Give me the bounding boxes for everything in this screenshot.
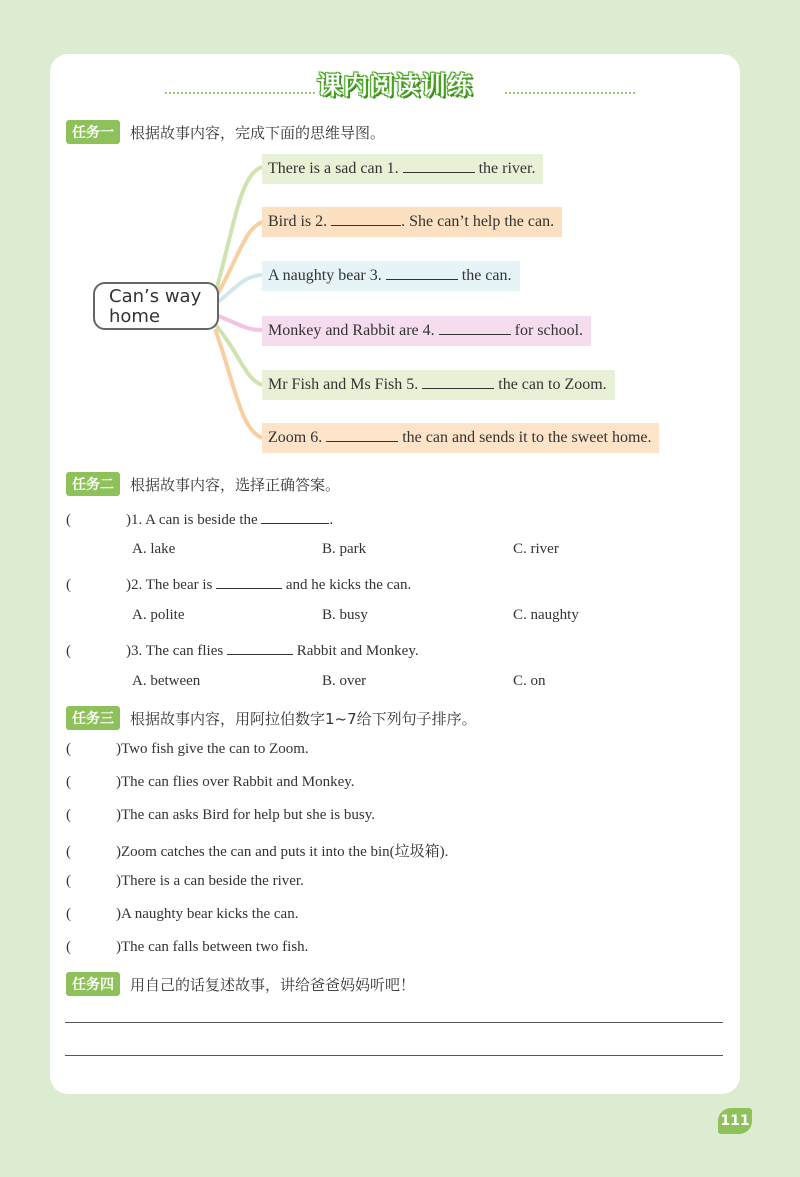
branch-1-blank[interactable] — [403, 158, 475, 173]
mind-map-branch-6 — [262, 423, 659, 453]
question-1-option-b[interactable]: B. park — [322, 541, 367, 557]
sort-item-4-paren[interactable]: ( — [66, 844, 71, 860]
question-3-option-b[interactable]: B. over — [322, 673, 367, 689]
branch-3-before: A naughty bear 3. — [268, 267, 382, 284]
sort-item-2 — [66, 774, 355, 791]
question-2-paren[interactable]: ( — [66, 577, 71, 593]
task3-instruction: 根据故事内容，用阿拉伯数字1~7给下列句子排序。 — [130, 709, 477, 728]
branch-4-after: for school. — [514, 322, 584, 339]
branch-6-blank[interactable] — [326, 427, 398, 442]
branch-3-blank[interactable] — [386, 265, 458, 280]
mind-map-center — [93, 282, 219, 330]
question-1-blank[interactable] — [261, 509, 329, 524]
mind-map-branch-5 — [262, 370, 615, 400]
mind-map-branch-1 — [262, 154, 543, 184]
sort-item-1 — [66, 741, 309, 758]
question-1-paren[interactable]: ( — [66, 512, 71, 528]
sort-item-1-paren[interactable]: ( — [66, 741, 71, 757]
task3-tag: 任务三 — [66, 706, 120, 730]
branch-2-before: Bird is 2. — [268, 213, 328, 230]
mind-map-branch-4 — [262, 316, 591, 346]
question-1-option-a[interactable]: A. lake — [132, 541, 176, 557]
question-3-option-c[interactable]: C. on — [513, 673, 546, 689]
sort-item-6-text: )A naughty bear kicks the can. — [116, 906, 299, 922]
branch-5-after: the can to Zoom. — [498, 376, 607, 393]
sort-item-3 — [66, 807, 375, 824]
section-title: 课内阅读训练 — [316, 71, 473, 100]
question-1-stem: )1. A can is beside the — [126, 512, 258, 528]
sort-item-3-paren[interactable]: ( — [66, 807, 71, 823]
branch-6-before: Zoom 6. — [268, 429, 323, 446]
sort-item-7-paren[interactable]: ( — [66, 939, 71, 955]
question-2-option-b[interactable]: B. busy — [322, 607, 368, 623]
sort-item-2-paren[interactable]: ( — [66, 774, 71, 790]
sort-item-6 — [66, 906, 298, 923]
task2-tag: 任务二 — [66, 472, 120, 496]
sort-item-6-paren[interactable]: ( — [66, 906, 71, 922]
task4-tag: 任务四 — [66, 972, 120, 996]
branch-4-before: Monkey and Rabbit are 4. — [268, 322, 435, 339]
writing-line-1[interactable] — [65, 1022, 723, 1023]
branch-4-blank[interactable] — [439, 320, 511, 335]
mind-map-center-line2: home — [109, 306, 161, 327]
question-2-option-a[interactable]: A. polite — [132, 607, 185, 623]
question-1 — [66, 509, 333, 529]
branch-2-after: . She can’t help the can. — [401, 213, 555, 230]
task4-instruction: 用自己的话复述故事，讲给爸爸妈妈听吧！ — [130, 975, 416, 994]
question-1-option-c[interactable]: C. river — [513, 541, 559, 557]
sort-item-3-text: )The can asks Bird for help but she is busy. — [116, 807, 375, 823]
page-number: 111 — [718, 1108, 752, 1134]
sort-item-2-text: )The can flies over Rabbit and Monkey. — [116, 774, 355, 790]
task4-header — [66, 972, 415, 996]
branch-2-blank[interactable] — [331, 211, 401, 226]
sort-item-5-text: )There is a can beside the river. — [116, 873, 304, 889]
question-3 — [66, 640, 419, 660]
branch-6-after: the can and sends it to the sweet home. — [402, 429, 652, 446]
sort-item-4-text: )Zoom catches the can and puts it into the bin(垃圾箱). — [116, 844, 449, 860]
question-3-stem: )3. The can flies — [126, 643, 224, 659]
sort-item-7-text: )The can falls between two fish. — [116, 939, 309, 955]
branch-5-before: Mr Fish and Ms Fish 5. — [268, 376, 419, 393]
branch-5-blank[interactable] — [422, 374, 494, 389]
question-2 — [66, 574, 411, 594]
branch-1-before: There is a sad can 1. — [268, 160, 399, 177]
task3-header — [66, 706, 477, 730]
question-3-paren[interactable]: ( — [66, 643, 71, 659]
question-2-stem: )2. The bear is — [126, 577, 213, 593]
sort-item-5 — [66, 873, 304, 890]
task2-header — [66, 472, 340, 496]
mind-map-branch-2 — [262, 207, 562, 237]
question-3-after: Rabbit and Monkey. — [296, 643, 419, 659]
question-2-blank[interactable] — [216, 574, 282, 589]
mind-map-branch-3 — [262, 261, 520, 291]
sort-item-5-paren[interactable]: ( — [66, 873, 71, 889]
question-3-option-a[interactable]: A. between — [132, 673, 201, 689]
mind-map-center-line1: Can’s way — [109, 286, 202, 307]
sort-item-1-text: )Two fish give the can to Zoom. — [116, 741, 309, 757]
branch-1-after: the river. — [478, 160, 536, 177]
task1-tag: 任务一 — [66, 120, 120, 144]
question-3-blank[interactable] — [227, 640, 293, 655]
worksheet-page — [50, 54, 740, 1094]
branch-3-after: the can. — [461, 267, 512, 284]
task2-instruction: 根据故事内容，选择正确答案。 — [130, 475, 341, 494]
writing-line-2[interactable] — [65, 1055, 723, 1056]
question-2-after: and he kicks the can. — [285, 577, 412, 593]
question-2-option-c[interactable]: C. naughty — [513, 607, 579, 623]
sort-item-4 — [66, 840, 448, 861]
question-1-after: . — [329, 512, 334, 528]
task1-instruction: 根据故事内容，完成下面的思维导图。 — [130, 123, 386, 142]
sort-item-7 — [66, 939, 308, 956]
